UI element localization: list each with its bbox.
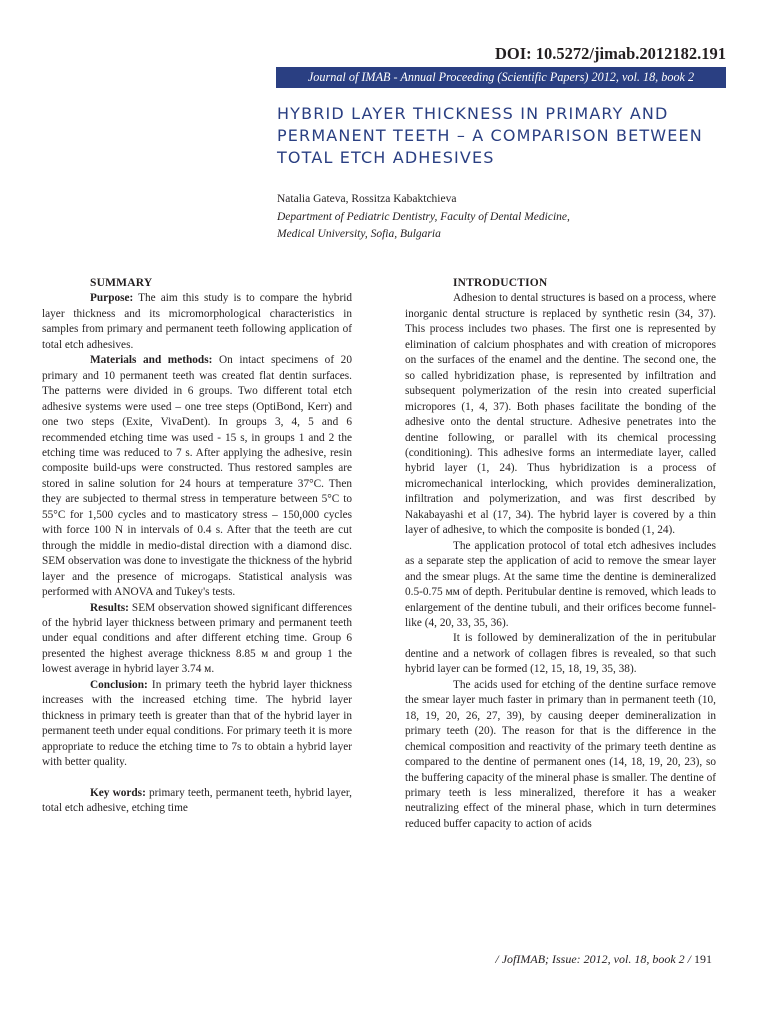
results-text: SEM observation showed significant differences of the hybrid layer thickness between primary and permanent teeth under equal conditions and after different etching time. Group 6 presented the highest average thickness 8.85 м and group 1 the lowest average in hybrid layer 3.74 м. — [42, 601, 352, 676]
author-block — [277, 191, 737, 244]
keywords-label: Key words: — [90, 786, 146, 799]
article-title — [277, 103, 737, 169]
introduction-paragraph: The application protocol of total etch adhesives includes as a separate step the application of acid to remove the smear layer and the smear plugs. At the same time the dentine is demineralized 0.5-0.75 мм of depth. Peritubular dentine is removed, which leads to enlargement of the dentine tubuli, and their orifices become funnel-like (4, 20, 33, 35, 36). — [405, 539, 716, 629]
methods-text: On intact specimens of 20 primary and 10 permanent teeth was created flat dentin surfaces. The patterns were divided in 6 groups. Two different total etch adhesive systems were used – one tree steps (OptiBond, Kerr) and one two steps (Exite, VivaDent). In groups 3, 4, 5 and 6 recommended etching time was used - 15 s, in groups 1 and 2 the etching time was reduced to 7 s. After applying the adhesive, resin composite build-ups were constructed. Thus restored samples are stored in saline solution for 24 hours at temperature 37°C. Then they are subjected to thermal stress in temperature between 5°C to 55°C for 1,500 cycles and to masticatory stress – 150,000 cycles with force 100 N in intervals of 0.4 s. After that the teeth are cut through the middle in medio-distal direction with a diamond disc. SEM observation was done to investigate the thickness of the hybrid layer and the presence of microgaps. Statistical analysis was performed with ANOVA and Tukey's tests. — [42, 354, 352, 599]
footer-citation: / JofIMAB; Issue: 2012, vol. 18, book 2 / — [495, 952, 691, 966]
introduction-paragraph: It is followed by demineralization of the in peritubular dentine and a network of collagen fibres is revealed, so that such hybrid layer can be formed (12, 15, 18, 19, 35, 38). — [405, 632, 716, 676]
summary-column — [42, 276, 352, 817]
conclusion-paragraph — [42, 678, 352, 771]
results-label: Results: — [90, 601, 129, 614]
doi: DOI: 10.5272/jimab.2012182.191 — [495, 44, 726, 63]
journal-banner: Journal of IMAB - Annual Proceeding (Scientific Papers) 2012, vol. 18, book 2 — [276, 67, 726, 88]
conclusion-label: Conclusion: — [90, 678, 148, 691]
affiliation-line: Medical University, Sofia, Bulgaria — [277, 228, 441, 240]
methods-label: Materials and methods: — [90, 354, 213, 367]
purpose-paragraph — [42, 291, 352, 353]
conclusion-text: In primary teeth the hybrid layer thickness increases with the increased etching time. The hybrid layer thickness in primary teeth is greater than that of the hybrid layer in permanent teeth under equal conditions. For primary teeth it is more appropriate to reduce the etching time to 7s to obtain a hybrid layer with better quality. — [42, 678, 352, 769]
introduction-heading: INTRODUCTION — [453, 277, 548, 289]
results-paragraph — [42, 601, 352, 678]
purpose-label: Purpose: — [90, 292, 134, 305]
introduction-column — [405, 276, 716, 832]
keywords-text: primary teeth, permanent teeth, hybrid layer, total etch adhesive, etching time — [42, 786, 352, 815]
authors: Natalia Gateva, Rossitza Kabaktchieva — [277, 193, 457, 205]
title-line: HYBRID LAYER THICKNESS IN PRIMARY AND — [277, 104, 669, 123]
title-line: TOTAL ETCH ADHESIVES — [277, 148, 495, 167]
introduction-paragraph: The acids used for etching of the dentine surface remove the smear layer much faster in primary than in permanent teeth (10, 18, 19, 20, 26, 27, 39), by causing deeper demineralization in primary teeth (20). The reason for that is the difference in the chemical composition and reactivity of the primary teeth dentine as compared to the dentine of permanent ones (14, 18, 19, 20, 23), so the buffering capacity of the mineral phase is smaller. The dentine of primary teeth is less mineralized, therefore it has a weaker neutralizing effect of the mineral phase, which in turn determines reduced buffer capacity to action of acids — [405, 678, 716, 830]
introduction-paragraph: Adhesion to dental structures is based on a process, where inorganic dental structure is replaced by synthetic resin (34, 37). This process includes two phases. The first one is represented by elimination of calcium phosphates and with creation of micropores on the surfaces of the enamel and the dentine. The second one, the so called hybridization phase, is represented by infiltration and subsequent polymerization of the resin into created superficial micropores (1, 4, 37). Both phases facilitate the bonding of the adhesive onto the dental structure. Adhesive penetrates into the dentine following, or parallel with its chemical processing (conditioning). This adhesive forms an intermediate layer, called hybrid layer (1, 24). Thus hybridization is a process of micromechanical interlocking, which provides demineralization, infiltration and polymerization, and was first described by Nakabayashi et al (17, 34). The hybrid layer is covered by a thin layer of adhesive, to which the composite is bonded (1, 24). — [405, 292, 716, 537]
affiliation-line: Department of Pediatric Dentistry, Faculty of Dental Medicine, — [277, 210, 570, 223]
methods-paragraph — [42, 353, 352, 600]
page-footer — [495, 952, 712, 967]
title-line: PERMANENT TEETH – A COMPARISON BETWEEN — [277, 126, 703, 145]
page-number: 191 — [694, 952, 712, 966]
purpose-text: The aim this study is to compare the hybrid layer thickness and its micromorphological characteristics in samples from primary and permanent teeth following application of total etch adhesives. — [42, 292, 352, 351]
summary-heading: SUMMARY — [90, 277, 153, 289]
keywords-paragraph — [42, 786, 352, 817]
